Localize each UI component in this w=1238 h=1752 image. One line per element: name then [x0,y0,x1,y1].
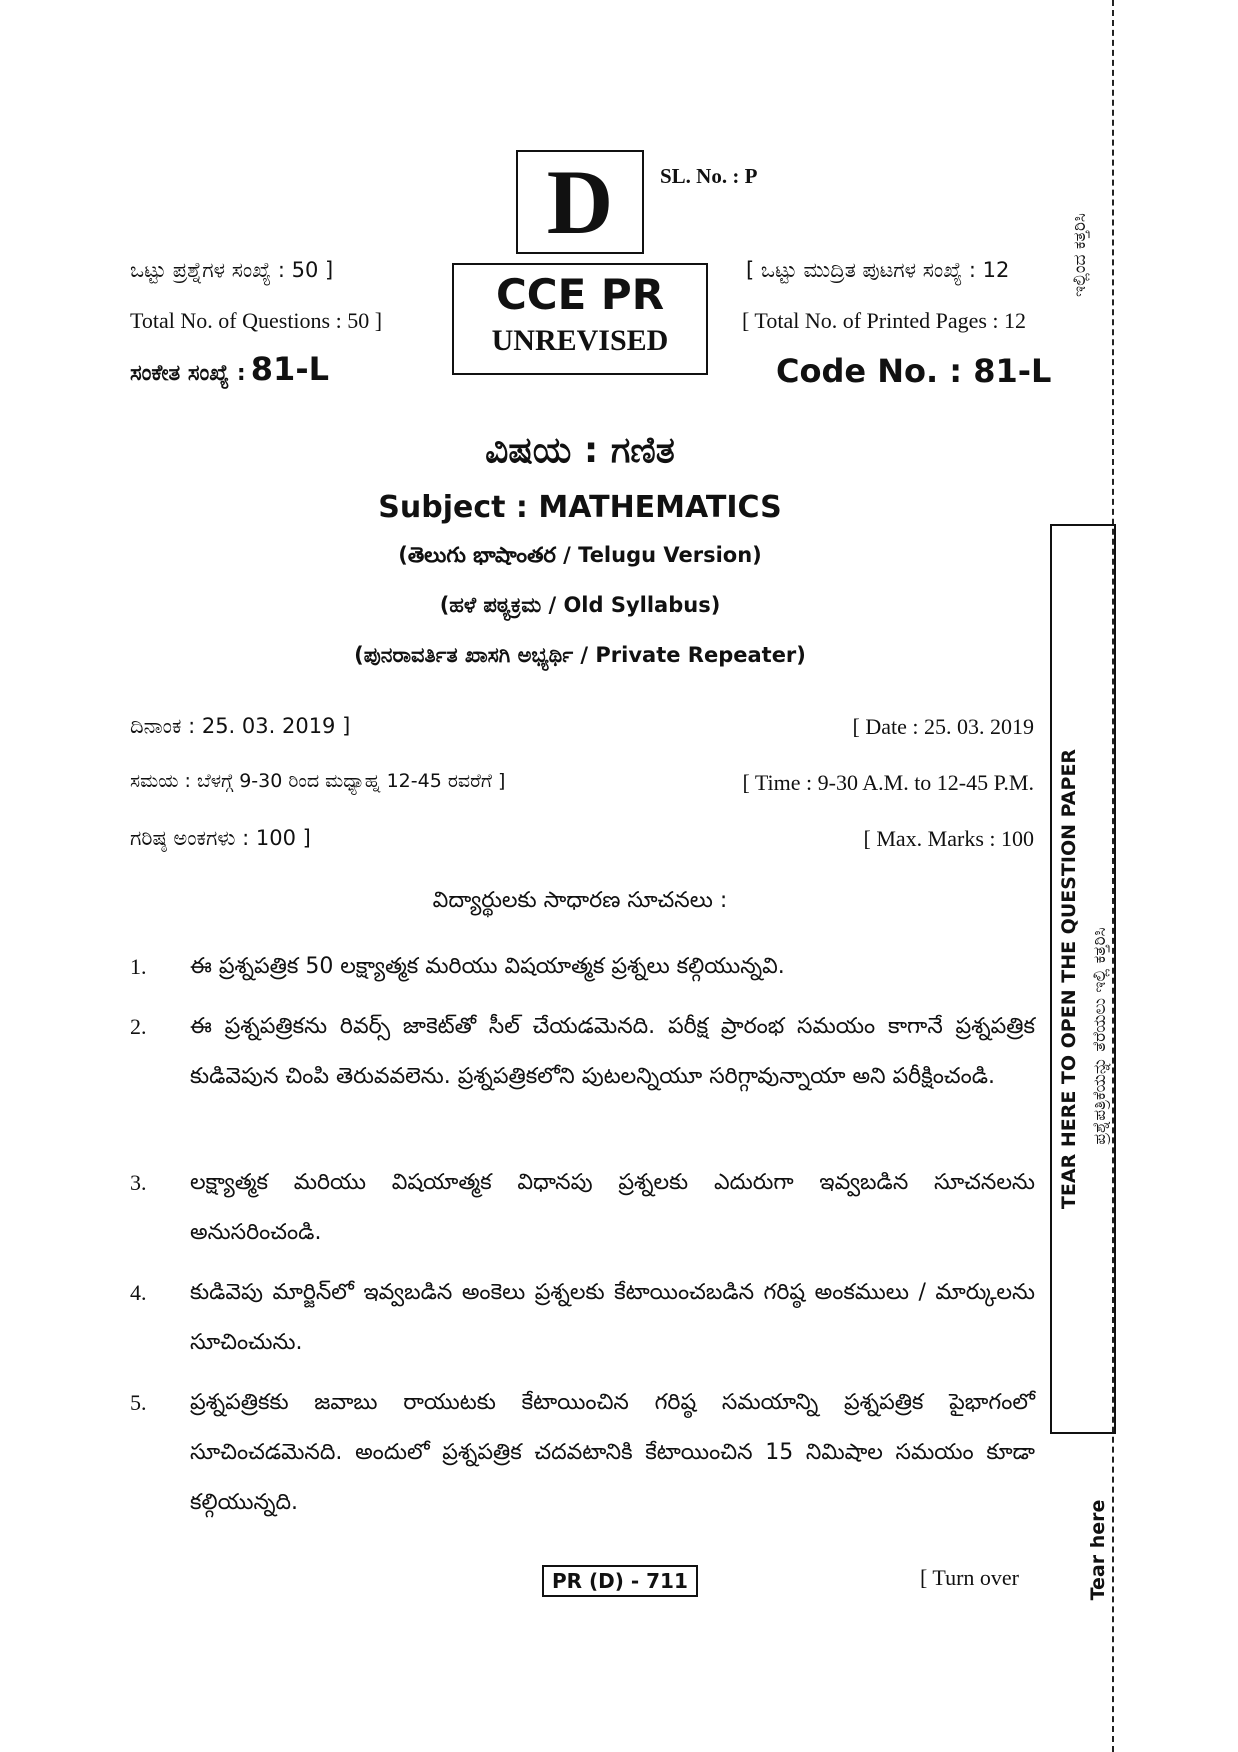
code-kn [130,350,329,388]
instruction-number: 5. [130,1390,147,1415]
total-questions-en: Total No. of Questions : 50 ] [130,308,383,333]
marks-en: [ Max. Marks : 100 [863,826,1034,851]
cce-box [452,263,708,375]
cce-subtitle: UNREVISED [491,324,669,357]
instruction-item [130,1158,1035,1258]
footer-code: PR (D) - 711 [542,1565,698,1597]
instruction-item [130,1378,1035,1528]
instruction-text: కుడివెపు మార్జిన్‌లో ఇవ్వబడిన అంకెలు ప్రశ్నలకు కేటాయించబడిన గరిష్ఠ అంకములు / మార్కులను సూచించును. [190,1280,1035,1355]
instruction-text: ప్రశ్నపత్రికకు జవాబు రాయుటకు కేటాయించిన గరిష్ఠ సమయాన్ని ప్రశ్నపత్రిక పైభాగంలో సూచించడమెనది. అందులో ప్రశ్నపత్రిక చదవటానికి కేటాయించిన 15 నిమిషాల సమయం కూడా కల్గియున్నది. [190,1390,1035,1515]
syllabus-line: (ಹಳೆ ಪಠ್ಯಕ್ರಮ / Old Syllabus) [439,593,721,617]
code-en: Code No. : 81-L [776,352,1052,390]
cut-here-kn-top: ಇಲ್ಲಿಂದ ಕತ್ತರಿಸಿ [1070,213,1090,297]
subject-kn: ವಿಷಯ : ಗಣಿತ [485,430,675,471]
marks-kn: ಗರಿಷ್ಠ ಅಂಕಗಳು : 100 ] [130,826,311,850]
instruction-text: ఈ ప్రశ్నపత్రిక 50 లక్ష్యాత్మక మరియు విషయాత్మక ప్రశ్నలు కల్గియున్నవి. [190,954,785,979]
candidate-line: (ಪುನರಾವರ್ತಿತ ಖಾಸಗಿ ಅಭ್ಯರ್ಥಿ / Private Repeater) [354,643,806,667]
code-kn-value: 81-L [250,350,329,388]
instruction-text: ఈ ప్రశ్నపత్రికను రివర్స్ జాకెట్‌తో సీల్ చేయడమెనది. పరీక్ష ప్రారంభ సమయం కాగానే ప్రశ్నపత్రిక కుడివెపున చింపి తెరువవలెను. ప్రశ్నపత్రికలోని పుటలన్నియూ సరిగ్గావున్నాయా అని పరీక్షించండి. [190,1014,1035,1089]
instruction-text: లక్ష్యాత్మక మరియు విషయాత్మక విధానపు ప్రశ్నలకు ఎదురుగా ఇవ్వబడిన సూచనలను అనుసరించండి. [190,1170,1035,1245]
cce-title: CCE PR [495,270,665,319]
tear-instruction-en: TEAR HERE TO OPEN THE QUESTION PAPER [1058,748,1080,1210]
code-kn-label: ಸಂಕೇತ ಸಂಖ್ಯೆ : [130,361,246,386]
version-line: (తెలుగు భాషాంతర / Telugu Version) [398,543,762,567]
tear-here-label: Tear here [1087,1499,1109,1601]
instruction-number: 3. [130,1170,147,1195]
instruction-number: 4. [130,1280,147,1305]
instructions-heading: విద్యార్థులకు సాధారణ సూచనలు : [432,888,728,913]
instruction-number: 1. [130,954,147,979]
tear-instruction-kn: ಪ್ರಶ್ನೆಪತ್ರಿಕೆಯನ್ನು ತೆರೆಯಲು ಇಲ್ಲಿ ಕತ್ತರಿಸಿ [1090,927,1110,1145]
date-kn: ದಿನಾಂಕ : 25. 03. 2019 ] [130,714,351,738]
time-kn: ಸಮಯ : ಬೆಳಗ್ಗೆ 9-30 ರಿಂದ ಮಧ್ಯಾಹ್ನ 12-45 ರವರೆಗೆ ] [130,770,506,792]
total-questions-kn: ಒಟ್ಟು ಪ್ರಶ್ನೆಗಳ ಸಂಖ್ಯೆ : 50 ] [130,258,334,282]
turn-over: [ Turn over [920,1565,1020,1590]
series-box: D [516,150,644,254]
subject-en: Subject : MATHEMATICS [378,490,782,525]
total-pages-kn: [ ಒಟ್ಟು ಮುದ್ರಿತ ಪುಟಗಳ ಸಂಖ್ಯೆ : 12 [746,258,1010,282]
date-en: [ Date : 25. 03. 2019 [852,714,1034,739]
instruction-item [130,1268,1035,1368]
instruction-number: 2. [130,1014,147,1039]
instruction-item [130,1002,1035,1102]
tear-box[interactable] [1050,524,1116,1434]
time-en: [ Time : 9-30 A.M. to 12-45 P.M. [742,770,1034,795]
total-pages-en: [ Total No. of Printed Pages : 12 [742,308,1027,333]
instruction-item [130,942,1035,992]
serial-number: SL. No. : P [660,164,758,188]
